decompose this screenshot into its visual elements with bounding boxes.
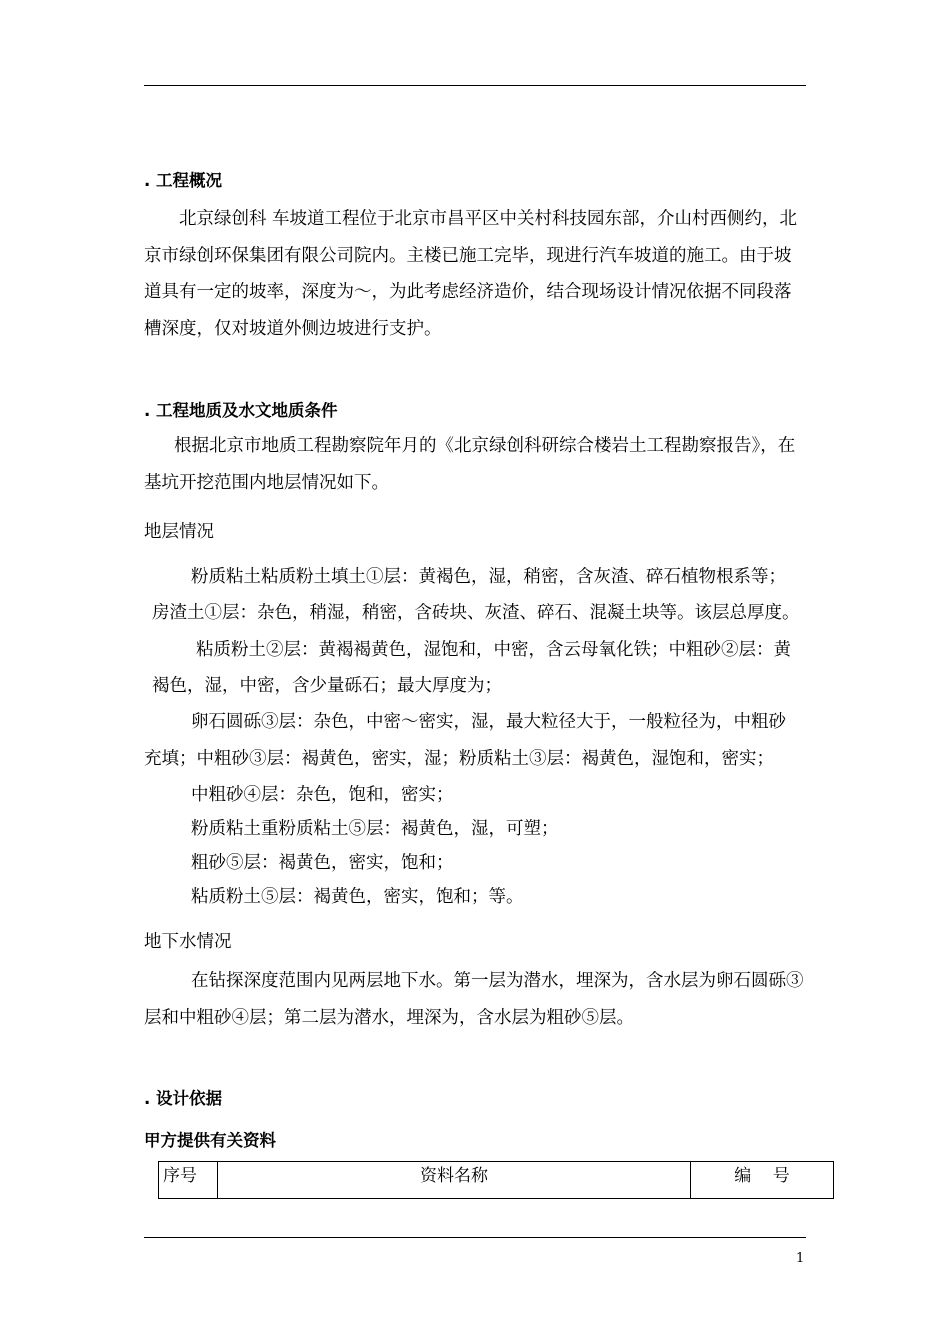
section-heading-overview: . 工程概况 [144,171,223,190]
section-heading-geology: . 工程地质及水文地质条件 [144,401,338,420]
column-header-index: 序号 [159,1162,218,1199]
documents-table [158,1161,834,1199]
geology-intro-paragraph: 根据北京市地质工程勘察院年月的《北京绿创科研综合楼岩土工程勘察报告》，在基坑开挖范围内地层情况如下。 [144,436,796,493]
table-header-row [159,1162,834,1199]
strata-subheading: 地层情况 [144,522,214,542]
strata-line: 粉质粘土粘质粉土填土①层：黄褐色，湿，稍密，含灰渣、碎石植物根系等； [191,567,786,587]
header-rule [144,85,806,86]
strata-line: 粗砂⑤层：褐黄色，密实，饱和； [191,853,454,873]
section-heading-design-basis: . 设计依据 [144,1089,223,1108]
column-header-code: 编 号 [691,1162,834,1199]
strata-line: 褐色，湿，中密，含少量砾石；最大厚度为； [152,676,502,696]
page-number: 1 [796,1251,805,1266]
strata-line: 卵石圆砾③层：杂色，中密～密实，湿，最大粒径大于，一般粒径为，中粗砂 [191,712,786,732]
groundwater-subheading: 地下水情况 [144,932,232,952]
strata-line: 中粗砂④层：杂色，饱和，密实； [191,785,454,805]
strata-line: 粘质粉土⑤层：褐黄色，密实，饱和；等。 [191,887,524,907]
strata-line: 粉质粘土重粉质粘土⑤层：褐黄色，湿，可塑； [191,819,559,839]
strata-line: 粘质粉土②层：黄褐褐黄色，湿饱和，中密，含云母氧化铁；中粗砂②层：黄 [196,640,791,660]
overview-paragraph: 北京绿创科 车坡道工程位于北京市昌平区中关村科技园东部，介山村西侧约，北京市绿创环保集团有限公司院内。主楼已施工完毕，现进行汽车坡道的施工。由于坡道具有一定的坡率，深度为～，为此考虑经济造价，结合现场设计情况依据不同段落槽深度，仅对坡道外侧边坡进行支护。 [144,209,798,339]
groundwater-paragraph: 在钻探深度范围内见两层地下水。第一层为潜水，埋深为，含水层为卵石圆砾③层和中粗砂④层；第二层为潜水，埋深为，含水层为粗砂⑤层。 [144,971,804,1028]
strata-line: 房渣土①层：杂色，稍湿，稍密，含砖块、灰渣、碎石、混凝土块等。该层总厚度。 [152,603,800,623]
strata-line: 充填；中粗砂③层：褐黄色，密实，湿；粉质粘土③层：褐黄色，湿饱和，密实； [144,749,774,769]
design-basis-subheading: 甲方提供有关资料 [144,1131,276,1150]
footer-rule [144,1237,806,1238]
column-header-document-name: 资料名称 [218,1162,691,1199]
